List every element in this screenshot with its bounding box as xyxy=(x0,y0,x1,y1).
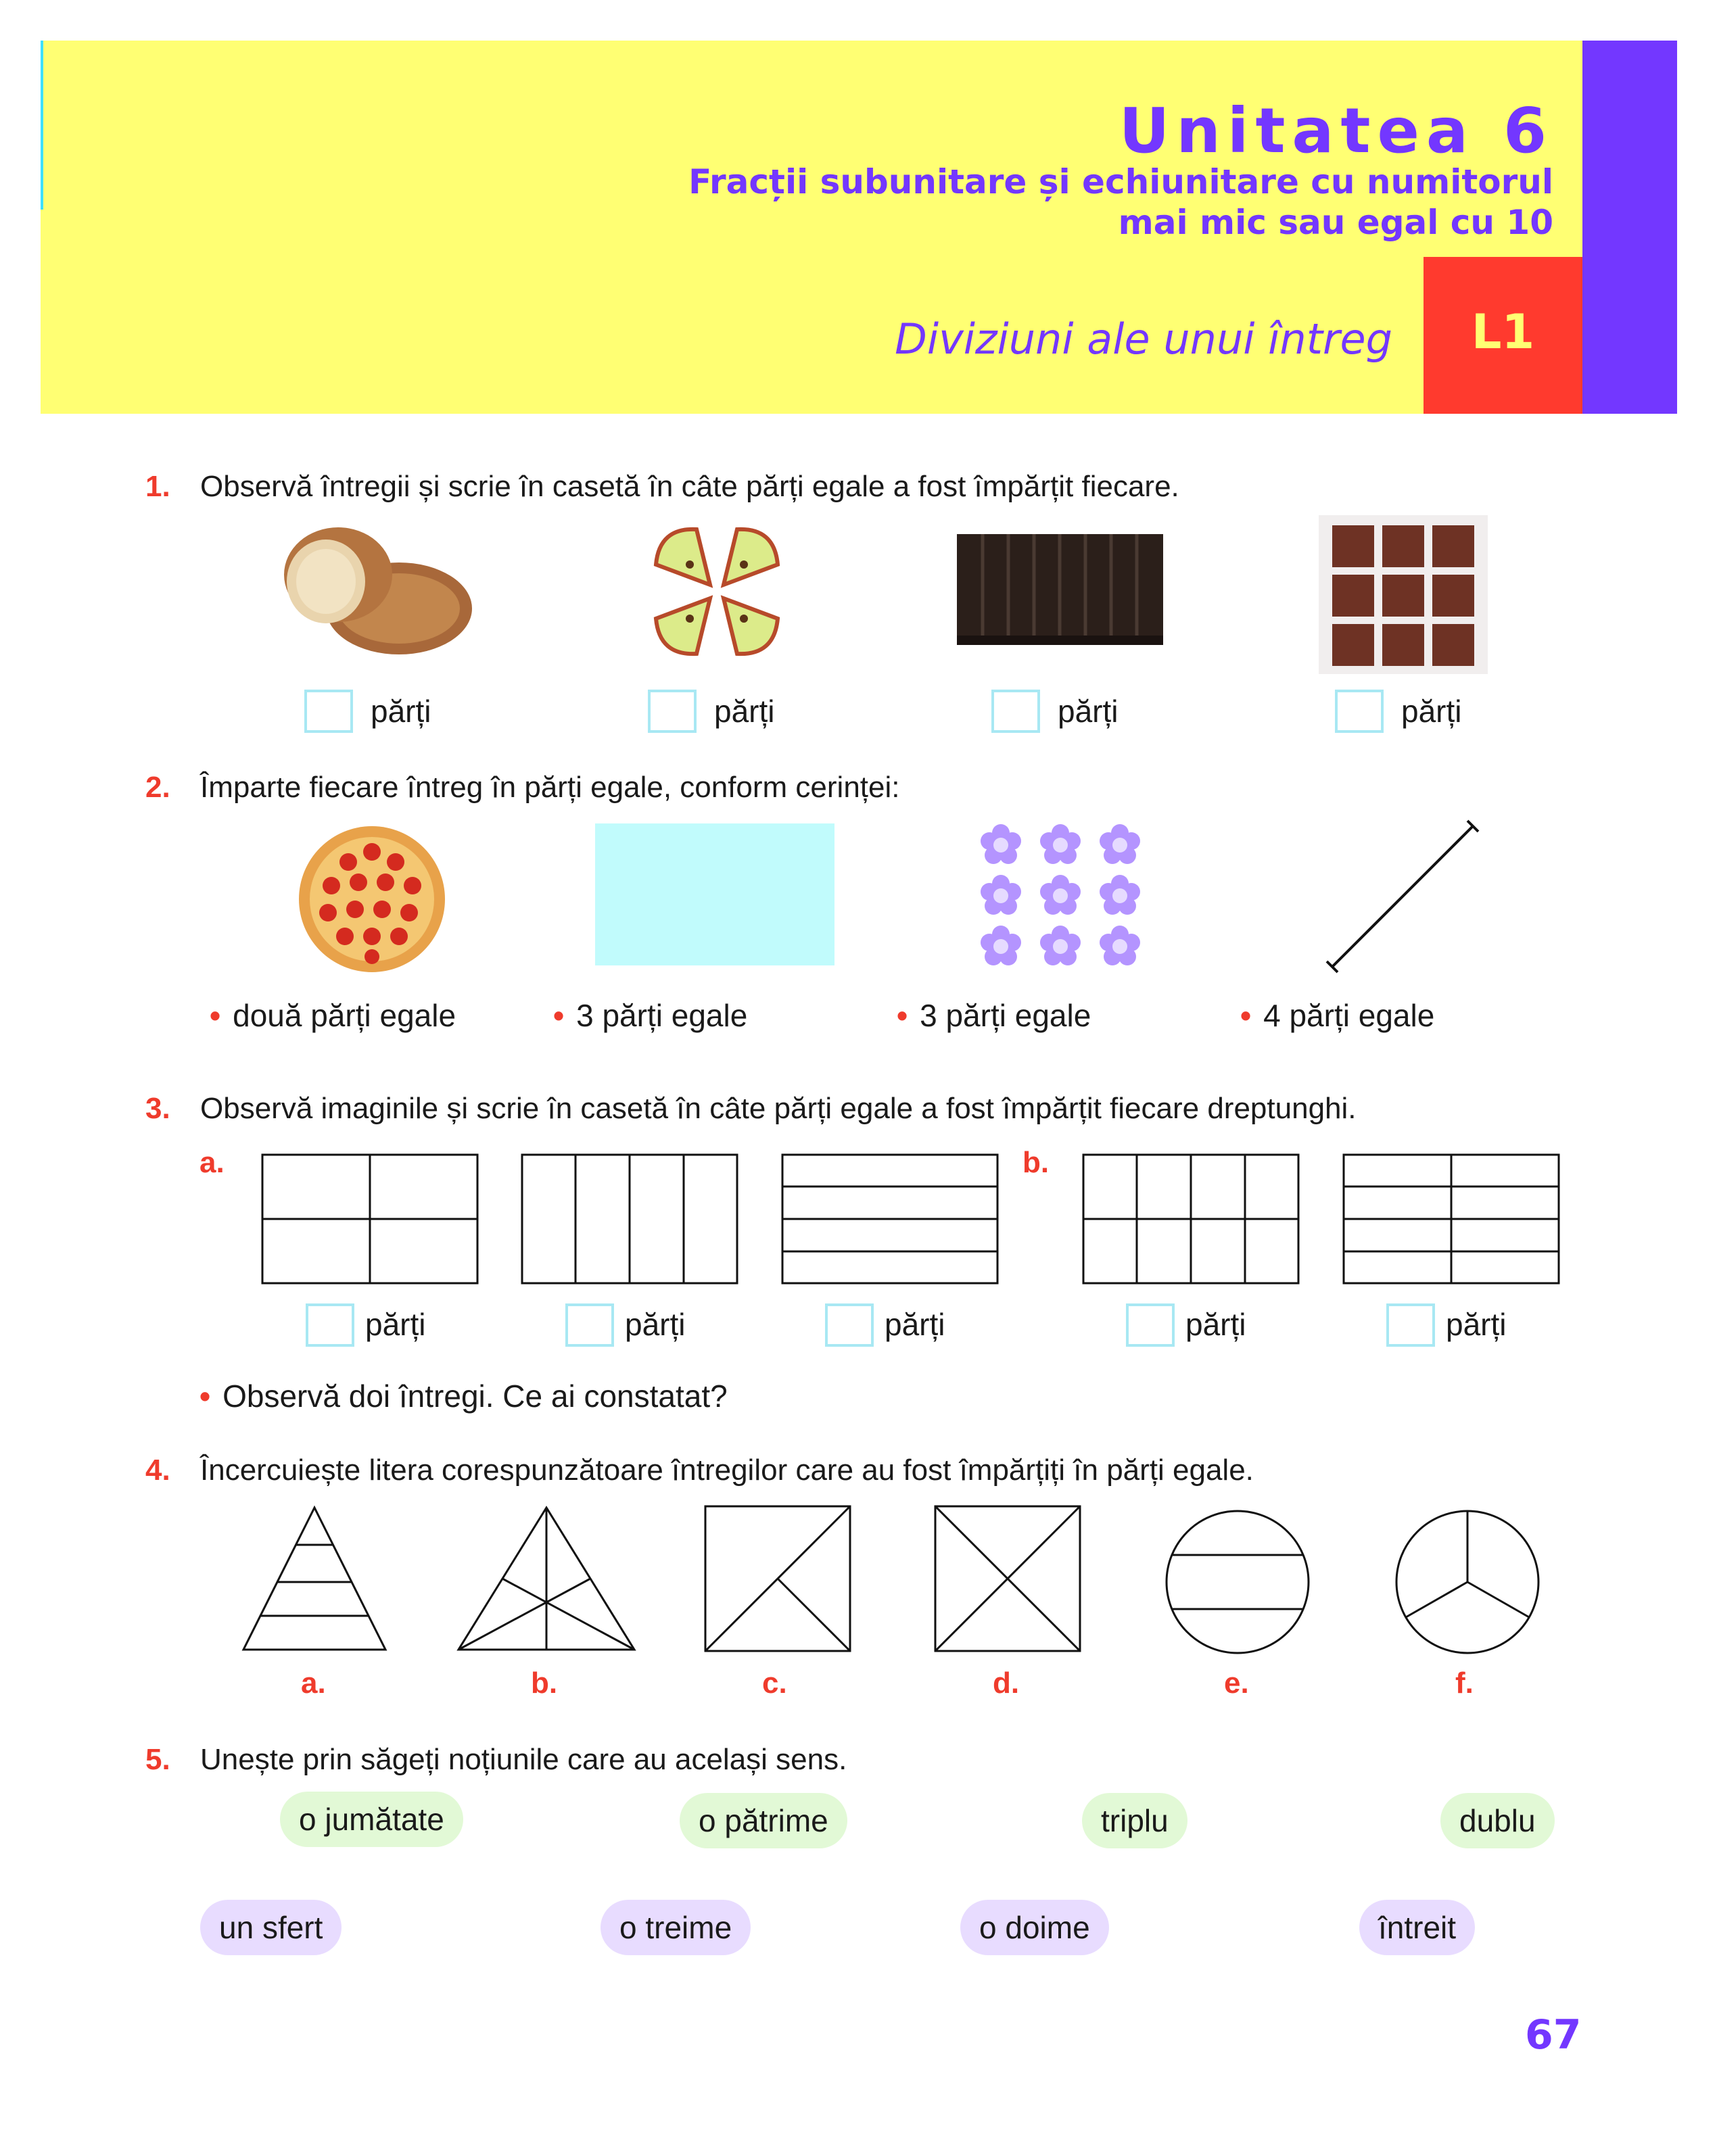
parti-label: părți xyxy=(625,1307,686,1342)
answer-box-3a3[interactable] xyxy=(825,1303,874,1347)
header-side-band xyxy=(1582,41,1677,414)
bullet-item: • 3 părți egale xyxy=(553,998,748,1033)
option-letter-a[interactable]: a. xyxy=(301,1667,326,1700)
lesson-code: L1 xyxy=(1471,304,1535,360)
pizza-icon xyxy=(298,825,446,974)
answer-box-1a[interactable] xyxy=(304,690,353,733)
option-letter-f[interactable]: f. xyxy=(1455,1667,1474,1700)
chocolate-bar-icon xyxy=(957,521,1163,649)
option-letter-e[interactable]: e. xyxy=(1224,1667,1249,1700)
triangle-horizontal-bands xyxy=(240,1504,389,1653)
bullet-item: • 4 părți egale xyxy=(1240,998,1435,1033)
answer-box-3b2[interactable] xyxy=(1386,1303,1435,1347)
concept-pill-intreit[interactable]: întreit xyxy=(1359,1900,1475,1955)
brownies-icon xyxy=(1319,515,1488,674)
exercise-5-number: 5. xyxy=(145,1743,170,1776)
unit-title: Unitatea 6 xyxy=(1119,95,1553,167)
parti-label: părți xyxy=(371,694,431,729)
answer-box-1b[interactable] xyxy=(648,690,697,733)
triangle-medians xyxy=(455,1504,638,1653)
answer-box-3a2[interactable] xyxy=(565,1303,614,1347)
circle-thirds xyxy=(1393,1508,1542,1656)
parti-label: părți xyxy=(885,1307,945,1342)
unit-subtitle-line1: Fracții subunitare și echiunitare cu numitorul xyxy=(688,162,1553,201)
rectangle-horizontal-strips xyxy=(781,1153,999,1285)
exercise-3-question: • Observă doi întregi. Ce ai constatat? xyxy=(199,1379,728,1414)
group-label-a: a. xyxy=(199,1146,225,1179)
exercise-4-number: 4. xyxy=(145,1454,170,1487)
rectangle-eighths-vertical xyxy=(1082,1153,1300,1285)
option-letter-b[interactable]: b. xyxy=(531,1667,558,1700)
parti-label: părți xyxy=(1446,1307,1507,1342)
square-uneven-parts xyxy=(703,1504,852,1653)
parti-label: părți xyxy=(1401,694,1462,729)
answer-box-1c[interactable] xyxy=(991,690,1040,733)
rectangle-eighths-horizontal xyxy=(1342,1153,1560,1285)
concept-pill-triplu[interactable]: triplu xyxy=(1082,1793,1187,1848)
bullet-item: • 3 părți egale xyxy=(897,998,1091,1033)
line-segment xyxy=(1319,818,1488,980)
square-diagonals xyxy=(933,1504,1082,1653)
exercise-1-number: 1. xyxy=(145,470,170,503)
parti-label: părți xyxy=(365,1307,426,1342)
unit-subtitle-line2: mai mic sau egal cu 10 xyxy=(1118,203,1553,242)
cyan-rectangle xyxy=(595,823,834,965)
exercise-2-text: Împarte fiecare întreg în părți egale, conform cerinței: xyxy=(200,771,900,804)
concept-pill-o-patrime[interactable]: o pătrime xyxy=(680,1793,847,1848)
exercise-5-text: Unește prin săgeți noțiunile care au același sens. xyxy=(200,1743,847,1776)
concept-pill-o-jumatate[interactable]: o jumătate xyxy=(280,1792,463,1847)
option-letter-c[interactable]: c. xyxy=(762,1667,787,1700)
exercise-3-text: Observă imaginile și scrie în casetă în câte părți egale a fost împărțit fiecare dreptunghi. xyxy=(200,1092,1357,1125)
exercise-4-text: Încercuiește litera corespunzătoare întregilor care au fost împărțiți în părți egale. xyxy=(200,1454,1254,1487)
page-number: 67 xyxy=(1525,2011,1582,2059)
header-accent-line xyxy=(41,41,43,210)
exercise-3-number: 3. xyxy=(145,1092,170,1125)
concept-pill-dublu[interactable]: dublu xyxy=(1440,1793,1555,1848)
bullet-item: • două părți egale xyxy=(210,998,456,1033)
concept-pill-o-doime[interactable]: o doime xyxy=(960,1900,1109,1955)
exercise-1-text: Observă întregii și scrie în casetă în câte părți egale a fost împărțit fiecare. xyxy=(200,470,1179,503)
circle-chords xyxy=(1163,1508,1312,1656)
rectangle-quarters xyxy=(261,1153,479,1285)
rectangle-vertical-strips xyxy=(521,1153,738,1285)
bread-icon xyxy=(277,514,473,663)
parti-label: părți xyxy=(714,694,775,729)
answer-box-3a1[interactable] xyxy=(306,1303,354,1347)
answer-box-1d[interactable] xyxy=(1335,690,1384,733)
flowers-grid-icon xyxy=(974,821,1150,974)
option-letter-d[interactable]: d. xyxy=(993,1667,1020,1700)
answer-box-3b1[interactable] xyxy=(1126,1303,1175,1347)
parti-label: părți xyxy=(1185,1307,1246,1342)
concept-pill-o-treime[interactable]: o treime xyxy=(601,1900,751,1955)
exercise-2-number: 2. xyxy=(145,771,170,804)
parti-label: părți xyxy=(1058,694,1119,729)
group-label-b: b. xyxy=(1022,1146,1050,1179)
apple-quarters-icon xyxy=(642,517,791,666)
concept-pill-un-sfert[interactable]: un sfert xyxy=(200,1900,342,1955)
lesson-title: Diviziuni ale unui întreg xyxy=(895,314,1392,364)
